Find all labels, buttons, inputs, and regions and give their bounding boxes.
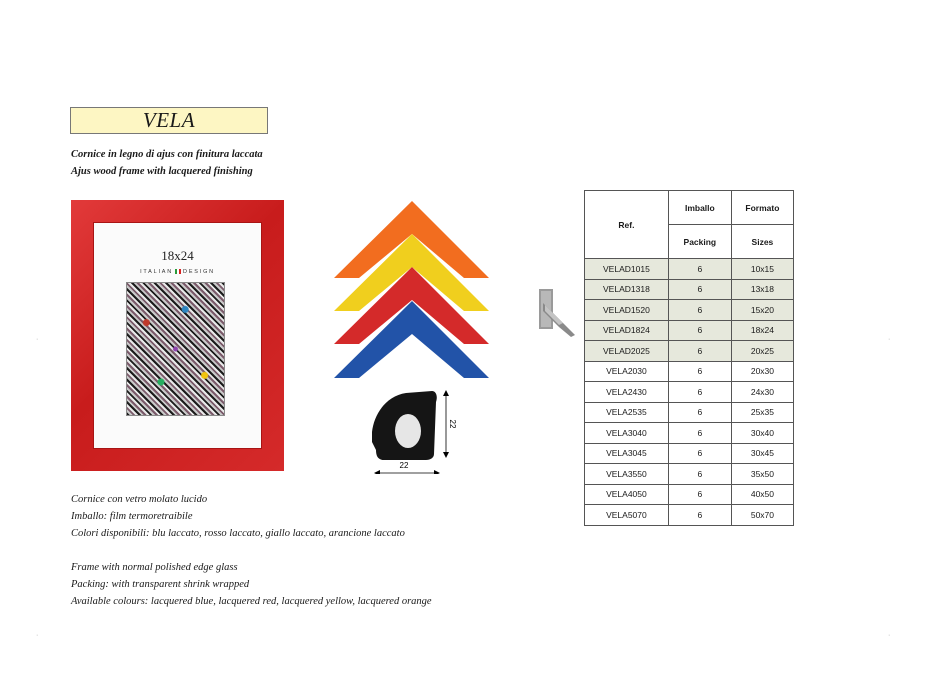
ref-header: Ref.	[585, 191, 669, 259]
table-row	[585, 279, 794, 300]
description-italian	[71, 491, 405, 542]
cell-packing: 6	[668, 341, 731, 362]
table-row	[585, 259, 794, 280]
color-samples	[334, 199, 494, 379]
cell-ref: VELA5070	[585, 505, 669, 526]
spec-table-body	[585, 259, 794, 526]
frame-mat	[93, 222, 262, 449]
size-header-en: Sizes	[731, 225, 793, 259]
frame-photo	[71, 200, 284, 471]
back-clip-image	[533, 285, 579, 339]
cell-size: 35x50	[731, 464, 793, 485]
product-title: VELA	[142, 108, 196, 132]
cell-packing: 6	[668, 505, 731, 526]
table-row	[585, 484, 794, 505]
product-title-box	[70, 107, 268, 134]
cell-ref: VELA4050	[585, 484, 669, 505]
cell-size: 24x30	[731, 382, 793, 403]
cell-size: 10x15	[731, 259, 793, 280]
cell-ref: VELAD1318	[585, 279, 669, 300]
photo-brand	[93, 269, 262, 275]
cell-ref: VELA2030	[585, 361, 669, 382]
profile-height-label: 22	[448, 419, 457, 429]
cell-ref: VELA2430	[585, 382, 669, 403]
cell-size: 18x24	[731, 320, 793, 341]
cell-packing: 6	[668, 443, 731, 464]
packing-header-it: Imballo	[668, 191, 731, 225]
table-row	[585, 402, 794, 423]
brand-left: ITALIAN	[140, 269, 174, 275]
cell-size: 15x20	[731, 300, 793, 321]
cell-packing: 6	[668, 361, 731, 382]
cell-ref: VELAD1824	[585, 320, 669, 341]
photo-size-label: 18x24	[161, 248, 194, 263]
table-row	[585, 382, 794, 403]
cell-packing: 6	[668, 300, 731, 321]
cell-size: 13x18	[731, 279, 793, 300]
cell-size: 20x25	[731, 341, 793, 362]
cell-ref: VELA2535	[585, 402, 669, 423]
cell-size: 50x70	[731, 505, 793, 526]
packing-header-en: Packing	[668, 225, 731, 259]
italian-flag-icon	[175, 269, 181, 274]
desc-it-line-1: Cornice con vetro molato lucido	[71, 494, 208, 505]
cell-packing: 6	[668, 423, 731, 444]
cell-ref: VELA3550	[585, 464, 669, 485]
table-row	[585, 320, 794, 341]
desc-en-line-1: Frame with normal polished edge glass	[71, 562, 238, 573]
description-english	[71, 559, 432, 610]
cell-ref: VELA3045	[585, 443, 669, 464]
cell-packing: 6	[668, 259, 731, 280]
cell-packing: 6	[668, 320, 731, 341]
cell-ref: VELAD2025	[585, 341, 669, 362]
cell-packing: 6	[668, 402, 731, 423]
cell-size: 30x40	[731, 423, 793, 444]
cell-ref: VELAD1015	[585, 259, 669, 280]
table-row	[585, 361, 794, 382]
size-header-it: Formato	[731, 191, 793, 225]
profile-highlight	[395, 414, 421, 448]
cell-ref: VELA3040	[585, 423, 669, 444]
cell-packing: 6	[668, 279, 731, 300]
desc-en-line-2: Packing: with transparent shrink wrapped	[71, 579, 250, 590]
cell-packing: 6	[668, 464, 731, 485]
table-row	[585, 423, 794, 444]
subtitle-italian: Cornice in legno di ajus con finitura laccata	[71, 149, 263, 160]
desc-it-line-3: Colori disponibili: blu laccato, rosso laccato, giallo laccato, arancione laccato	[71, 528, 405, 539]
desc-it-line-2: Imballo: film termoretraibile	[71, 511, 193, 522]
artwork-image	[126, 282, 225, 416]
desc-en-line-3: Available colours: lacquered blue, lacquered red, lacquered yellow, lacquered orange	[71, 596, 432, 607]
spec-table	[584, 190, 794, 526]
brand-right: DESIGN	[183, 269, 215, 275]
table-row	[585, 341, 794, 362]
cell-size: 30x45	[731, 443, 793, 464]
table-row	[585, 443, 794, 464]
cell-packing: 6	[668, 382, 731, 403]
cell-size: 20x30	[731, 361, 793, 382]
cell-ref: VELAD1520	[585, 300, 669, 321]
cell-size: 40x50	[731, 484, 793, 505]
table-row	[585, 464, 794, 485]
profile-drawing	[364, 384, 474, 474]
cell-size: 25x35	[731, 402, 793, 423]
cell-packing: 6	[668, 484, 731, 505]
table-row	[585, 300, 794, 321]
table-row	[585, 505, 794, 526]
subtitle-english: Ajus wood frame with lacquered finishing	[71, 166, 253, 177]
profile-width-label: 22	[399, 461, 409, 470]
